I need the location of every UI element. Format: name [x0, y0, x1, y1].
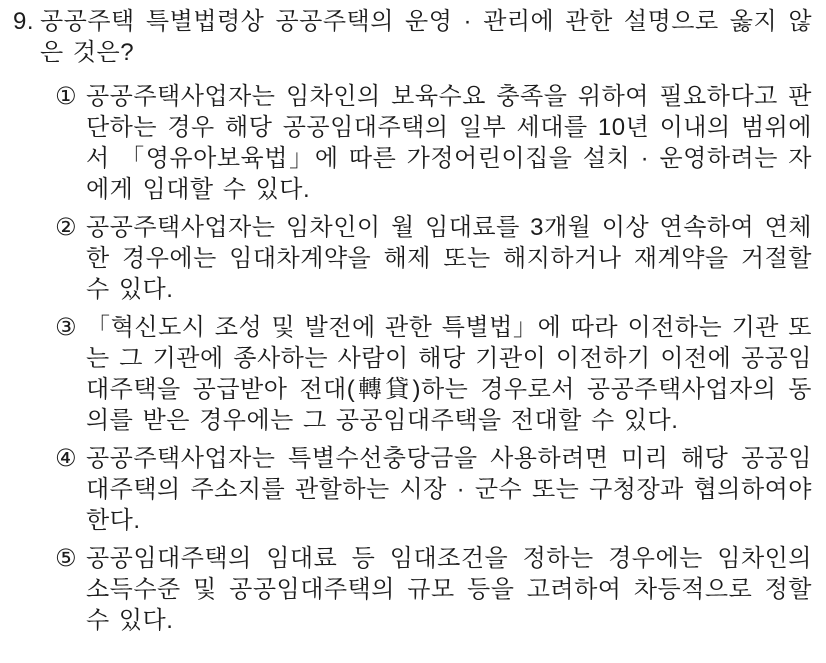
option-4	[55, 443, 812, 536]
question-block	[13, 6, 812, 68]
options-list	[55, 81, 812, 636]
question-number: 9.	[13, 8, 35, 35]
option-4-marker: ④	[55, 445, 77, 472]
option-2-text: 공공주택사업자는 임차인이 월 임대료를 3개월 이상 연속하여 연체한 경우에는 임대차계약을 해제 또는 해지하거나 재계약을 거절할 수 있다.	[86, 214, 812, 303]
option-2	[55, 212, 812, 305]
option-5-marker: ⑤	[55, 545, 77, 572]
question-text: 공공주택 특별법령상 공공주택의 운영 · 관리에 관한 설명으로 옳지 않은 것은?	[40, 8, 812, 66]
option-2-marker: ②	[55, 214, 77, 241]
option-1	[55, 81, 812, 205]
option-3	[55, 312, 812, 436]
option-4-text: 공공주택사업자는 특별수선충당금을 사용하려면 미리 해당 공공임대주택의 주소지를 관할하는 시장 · 군수 또는 구청장과 협의하여야 한다.	[86, 445, 812, 534]
option-5	[55, 543, 812, 636]
option-3-text: 「혁신도시 조성 및 발전에 관한 특별법」에 따라 이전하는 기관 또는 그 기관에 종사하는 사람이 해당 기관이 이전하기 이전에 공공임대주택을 공급받아 전대(轉貸)하는 경우로서 공공주택사업자의 동의를 받은 경우에는 그 공공임대주택을 전대할 수 있다.	[86, 314, 812, 434]
option-1-text: 공공주택사업자는 임차인의 보육수요 충족을 위하여 필요하다고 판단하는 경우 해당 공공임대주택의 일부 세대를 10년 이내의 범위에서 「영유아보육법」에 따른 가정어린이집을 설치 · 운영하려는 자에게 임대할 수 있다.	[86, 83, 812, 203]
option-1-marker: ①	[55, 83, 77, 110]
option-5-text: 공공임대주택의 임대료 등 임대조건을 정하는 경우에는 임차인의 소득수준 및 공공임대주택의 규모 등을 고려하여 차등적으로 정할 수 있다.	[86, 545, 812, 634]
option-3-marker: ③	[55, 314, 77, 341]
